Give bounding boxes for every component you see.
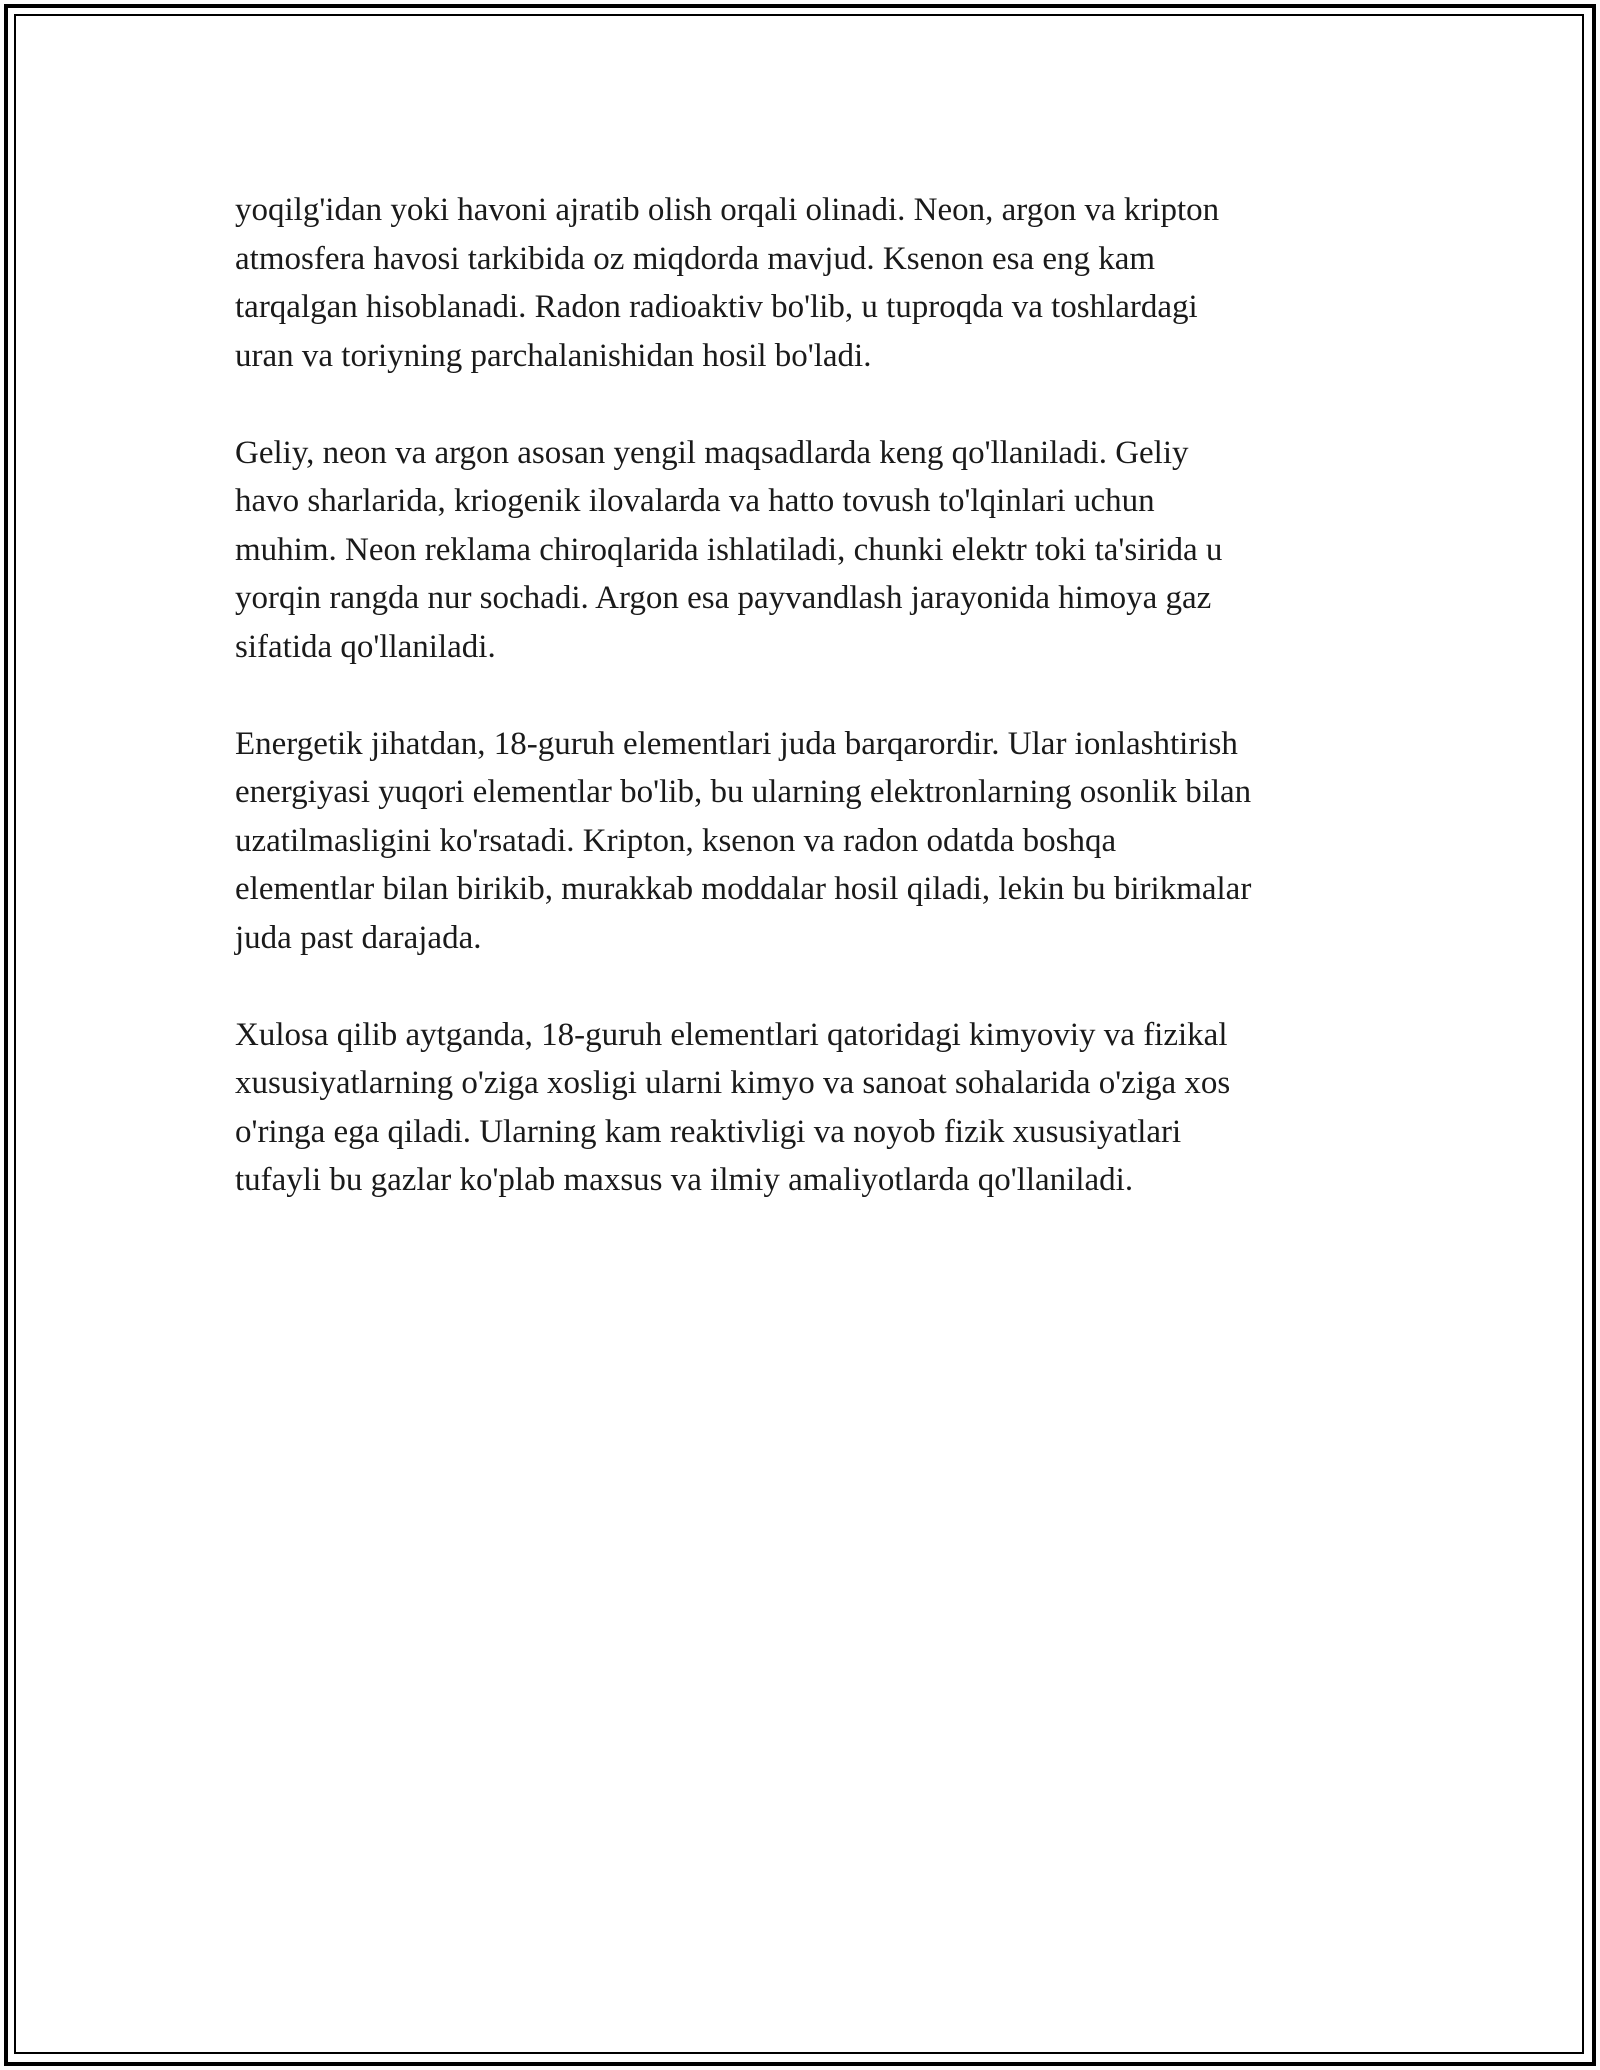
text-line: Xulosa qilib aytganda, 18-guruh elementlari qatoridagi kimyoviy va fizikal [235, 1016, 1228, 1053]
paragraph-sources [235, 186, 1375, 380]
text-line: xususiyatlarning o'ziga xosligi ularni kimyo va sanoat sohalarida o'ziga xos [235, 1065, 1231, 1101]
text-line: muhim. Neon reklama chiroqlarida ishlatiladi, chunki elektr toki ta'sirida u [235, 531, 1223, 568]
text-line: havo sharlarida, kriogenik ilovalarda va hatto tovush to'lqinlari uchun [235, 483, 1155, 519]
text-line: tarqalgan hisoblanadi. Radon radioaktiv bo'lib, u tuproqda va toshlardagi [235, 289, 1198, 325]
text-line: yoqilg'idan yoki havoni ajratib olish orqali olinadi. Neon, argon va kripton [235, 192, 1220, 228]
text-line: uzatilmasligini ko'rsatadi. Kripton, ksenon va radon odatda boshqa [235, 822, 1117, 859]
text-line: yorqin rangda nur sochadi. Argon esa payvandlash jarayonida himoya gaz [235, 580, 1212, 616]
text-line: juda past darajada. [235, 919, 482, 956]
text-line: tufayli bu gazlar ko'plab maxsus va ilmiy amaliyotlarda qo'llaniladi. [235, 1162, 1134, 1198]
text-line: Energetik jihatdan, 18-guruh elementlari juda barqarordir. Ular ionlashtirish [235, 725, 1238, 762]
text-line: elementlar bilan birikib, murakkab moddalar hosil qiladi, lekin bu birikmalar [235, 871, 1252, 907]
text-line: energiyasi yuqori elementlar bo'lib, bu ularning elektronlarning osonlik bilan [235, 774, 1252, 810]
paragraph-uses [235, 429, 1375, 672]
text-line: o'ringa ega qiladi. Ularning kam reaktivligi va noyob fizik xususiyatlari [235, 1113, 1182, 1150]
text-line: sifatida qo'llaniladi. [235, 628, 496, 665]
paragraph-energetics [235, 720, 1375, 963]
text-line: Geliy, neon va argon asosan yengil maqsadlarda keng qo'llaniladi. Geliy [235, 434, 1189, 471]
text-line: atmosfera havosi tarkibida oz miqdorda mavjud. Ksenon esa eng kam [235, 240, 1156, 277]
text-line: uran va toriyning parchalanishidan hosil bo'ladi. [235, 337, 872, 374]
paragraph-conclusion [235, 1011, 1375, 1205]
document-body [235, 186, 1375, 1253]
